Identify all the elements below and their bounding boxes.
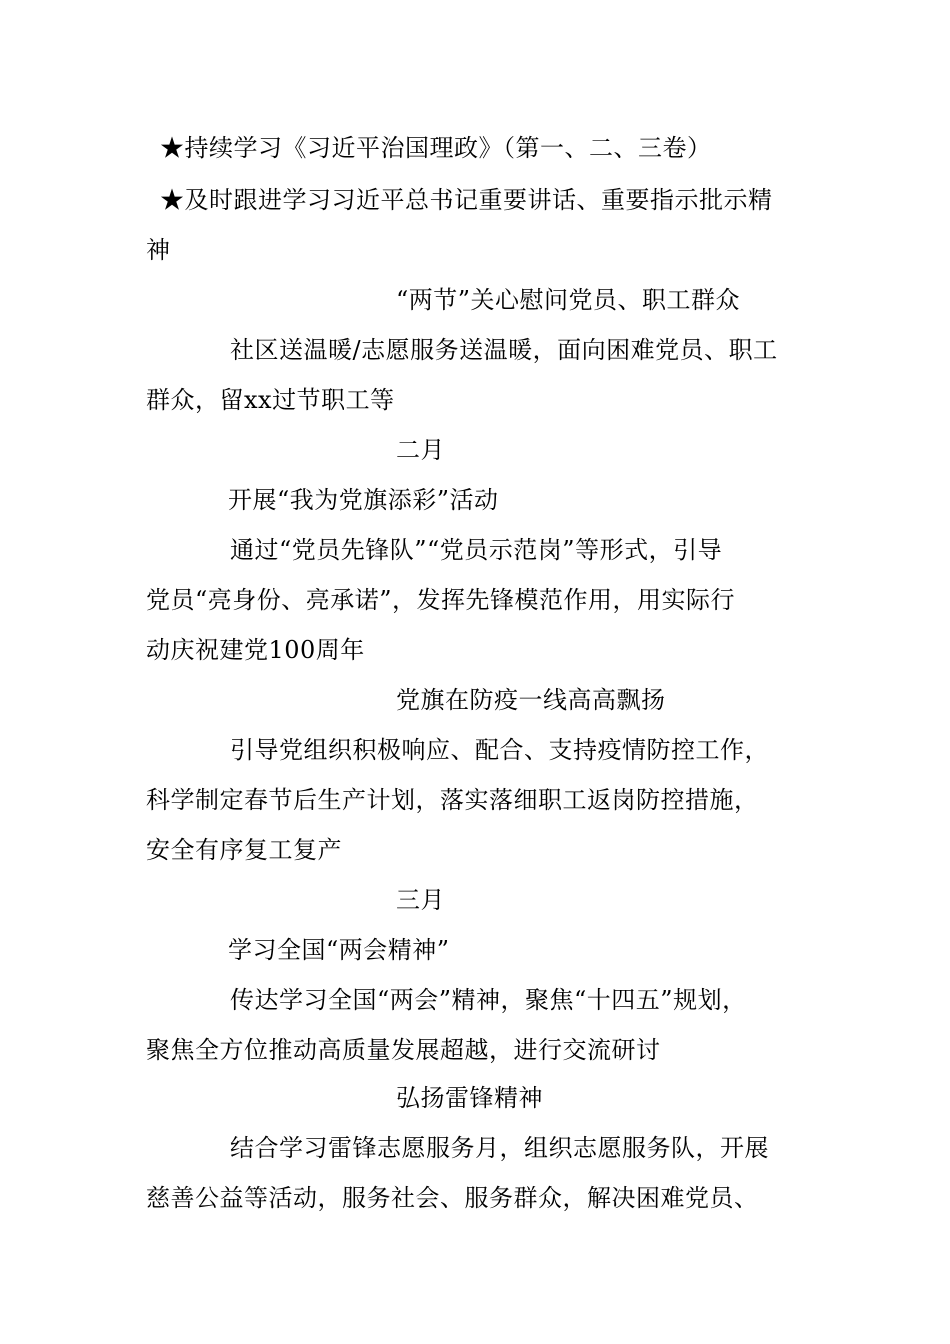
paragraph-line: 群众，留xx过节职工等 bbox=[146, 386, 395, 414]
section-heading: “两节”关心慰问党员、职工群众 bbox=[396, 286, 741, 314]
paragraph-line: 结合学习雷锋志愿服务月，组织志愿服务队，开展 bbox=[230, 1134, 769, 1162]
month-heading-feb: 二月 bbox=[396, 436, 445, 464]
paragraph-line: 聚焦全方位推动高质量发展超越，进行交流研讨 bbox=[146, 1036, 661, 1064]
section-heading: 党旗在防疫一线高高飘扬 bbox=[396, 686, 666, 714]
bullet-line-2: ★及时跟进学习习近平总书记重要讲话、重要指示批示精 bbox=[160, 186, 773, 214]
bullet-line-2-cont: 神 bbox=[146, 236, 171, 264]
paragraph-line: 科学制定春节后生产计划，落实落细职工返岗防控措施， bbox=[146, 786, 759, 814]
paragraph-line: 慈善公益等活动，服务社会、服务群众，解决困难党员、 bbox=[146, 1184, 759, 1212]
section-heading: 弘扬雷锋精神 bbox=[396, 1084, 543, 1112]
paragraph-line: 社区送温暖/志愿服务送温暖，面向困难党员、职工 bbox=[230, 336, 778, 364]
month-heading-mar: 三月 bbox=[396, 886, 445, 914]
paragraph-line: 引导党组织积极响应、配合、支持疫情防控工作， bbox=[230, 736, 769, 764]
paragraph-line: 动庆祝建党100周年 bbox=[146, 636, 365, 664]
paragraph-line: 安全有序复工复产 bbox=[146, 836, 342, 864]
paragraph-line: 通过“党员先锋队”“党员示范岗”等形式，引导 bbox=[230, 536, 723, 564]
activity-title: 学习全国“两会精神” bbox=[228, 936, 450, 964]
paragraph-line: 党员“亮身份、亮承诺”，发挥先锋模范作用，用实际行 bbox=[146, 586, 736, 614]
paragraph-line: 传达学习全国“两会”精神，聚焦“十四五”规划， bbox=[230, 986, 747, 1014]
bullet-line-1: ★持续学习《习近平治国理政》（第一、二、三卷） bbox=[160, 134, 712, 162]
activity-title: 开展“我为党旗添彩”活动 bbox=[228, 486, 499, 514]
